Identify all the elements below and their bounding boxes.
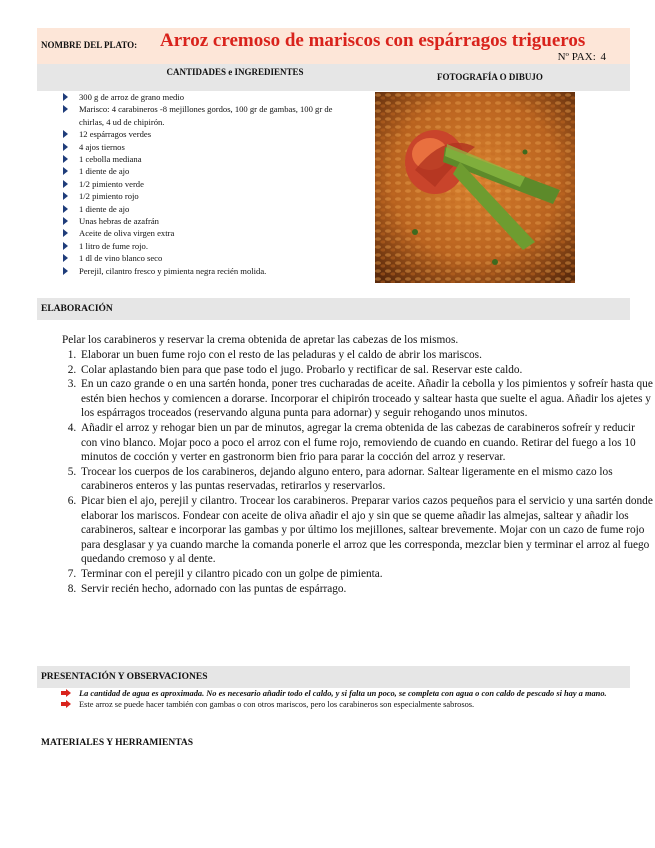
dish-photo — [375, 92, 575, 283]
elaboration-intro: Pelar los carabineros y reservar la crema obtenida de apretar las cabezas de los mismos. — [62, 334, 459, 346]
ingredient-item: Perejil, cilantro fresco y pimienta negra recién molida. — [63, 265, 353, 277]
elaboration-title: ELABORACIÓN — [41, 304, 113, 314]
triangle-bullet-icon — [63, 254, 68, 262]
ingredient-item: 1 litro de fume rojo. — [63, 240, 353, 252]
materials-title: MATERIALES Y HERRAMIENTAS — [41, 738, 194, 748]
step-item: 3. En un cazo grande o en una sartén honda, poner tres cucharadas de aceite. Añadir la cebolla y los pimientos y sofreír hasta que estén bien hechos y comiencen a dorarse. Incorporar el chipirón troceado y saltear hasta que suelte el agua. Añadir los ajetes y los espárragos troceados (reservando alguna punta para adornar) y seguir rehogando unos minutos. — [79, 377, 654, 421]
risotto-photo-image — [375, 92, 575, 283]
ingredient-item: 4 ajos tiernos — [63, 141, 353, 153]
pax-label: Nº PAX: — [557, 51, 596, 63]
ingredients-header: CANTIDADES e INGREDIENTES — [166, 67, 304, 77]
note-item: Este arroz se puede hacer también con gambas o con otros mariscos, pero los carabineros son especialmente sabrosos. — [61, 699, 621, 710]
ingredient-item: 1 diente de ajo — [63, 165, 353, 177]
dish-name: Arroz cremoso de mariscos con espárragos trigueros — [160, 30, 586, 51]
pax-count — [556, 51, 606, 63]
dish-label: NOMBRE DEL PLATO: — [41, 40, 138, 50]
triangle-bullet-icon — [63, 192, 68, 200]
elaboration-steps — [58, 348, 654, 596]
triangle-bullet-icon — [63, 242, 68, 250]
dish-title-bar — [37, 28, 630, 64]
triangle-bullet-icon — [63, 267, 68, 275]
step-item: 4. Añadir el arroz y rehogar bien un par de minutos, agregar la crema obtenida de las cabezas de carabineros sofreír y reducir con vino blanco. Mojar poco a poco el arroz con el fume rojo, removiendo de cuando en cuando. Retirar del fuego a los 10 minutos de cocción y verter en gastronorm bien frio para parar la cocción del arroz y reservar. — [79, 421, 654, 465]
note-item: La cantidad de agua es aproximada. No es necesario añadir todo el caldo, y si falta un poco, se completa con agua o con caldo de pescado si hay a mano. — [61, 688, 621, 699]
ingredient-item: Aceite de oliva virgen extra — [63, 227, 353, 239]
triangle-bullet-icon — [63, 105, 68, 113]
triangle-bullet-icon — [63, 180, 68, 188]
red-arrow-icon — [61, 700, 71, 708]
presentation-title: PRESENTACIÓN Y OBSERVACIONES — [41, 672, 208, 682]
pax-value: 4 — [600, 51, 606, 63]
ingredient-item: 1 cebolla mediana — [63, 153, 353, 165]
ingredient-item: 1/2 pimiento rojo — [63, 190, 353, 202]
triangle-bullet-icon — [63, 205, 68, 213]
triangle-bullet-icon — [63, 93, 68, 101]
triangle-bullet-icon — [63, 229, 68, 237]
triangle-bullet-icon — [63, 167, 68, 175]
step-item: 5. Trocear los cuerpos de los carabineros, dejando alguno entero, para adornar. Saltear ligeramente en el mismo cazo los carabineros enteros y las puntas reservadas, retirarlos y reservarlos. — [79, 465, 654, 494]
step-item: 8. Servir recién hecho, adornado con las puntas de espárrago. — [79, 582, 654, 597]
triangle-bullet-icon — [63, 143, 68, 151]
red-arrow-icon — [61, 689, 71, 697]
ingredient-item: 12 espárragos verdes — [63, 128, 353, 140]
presentation-notes — [61, 688, 621, 710]
step-item: 1. Elaborar un buen fume rojo con el resto de las peladuras y el caldo de abrir los mariscos. — [79, 348, 654, 363]
step-item: 7. Terminar con el perejil y cilantro picado con un golpe de pimienta. — [79, 567, 654, 582]
ingredient-item: 1 diente de ajo — [63, 203, 353, 215]
ingredient-item: 300 g de arroz de grano medio — [63, 91, 353, 103]
photo-header: FOTOGRAFÍA O DIBUJO — [437, 72, 543, 82]
triangle-bullet-icon — [63, 155, 68, 163]
triangle-bullet-icon — [63, 217, 68, 225]
step-item: 2. Colar aplastando bien para que pase todo el jugo. Probarlo y rectificar de sal. Reservar este caldo. — [79, 363, 654, 378]
columns-header — [37, 64, 630, 91]
step-item: 6. Picar bien el ajo, perejil y cilantro. Trocear los carabineros. Preparar varios cazos pequeños para el servicio y una sartén donde elaborar los mariscos. Fondear con aceite de oliva añadir el ajo y sin que se queme añadir las almejas, saltear y añadir los carabineros, saltear e incorporar las gambas y por último los mejillones, saltear brevemente. Mojar con un cazo de fume rojo para desglasar y ya cuando marche la comanda ponerle el arroz que les corresponda, mezclar bien y terminar el arroz al fuego quedando cremoso y al dente. — [79, 494, 654, 567]
presentation-header — [37, 666, 630, 688]
ingredients-list — [63, 91, 353, 277]
ingredient-item: 1 dl de vino blanco seco — [63, 252, 353, 264]
ingredient-item: Marisco: 4 carabineros -8 mejillones gordos, 100 gr de gambas, 100 gr de chirlas, 4 ud de chipirón. — [63, 103, 353, 128]
triangle-bullet-icon — [63, 130, 68, 138]
ingredient-item: 1/2 pimiento verde — [63, 178, 353, 190]
ingredient-item: Unas hebras de azafrán — [63, 215, 353, 227]
elaboration-header — [37, 298, 630, 320]
